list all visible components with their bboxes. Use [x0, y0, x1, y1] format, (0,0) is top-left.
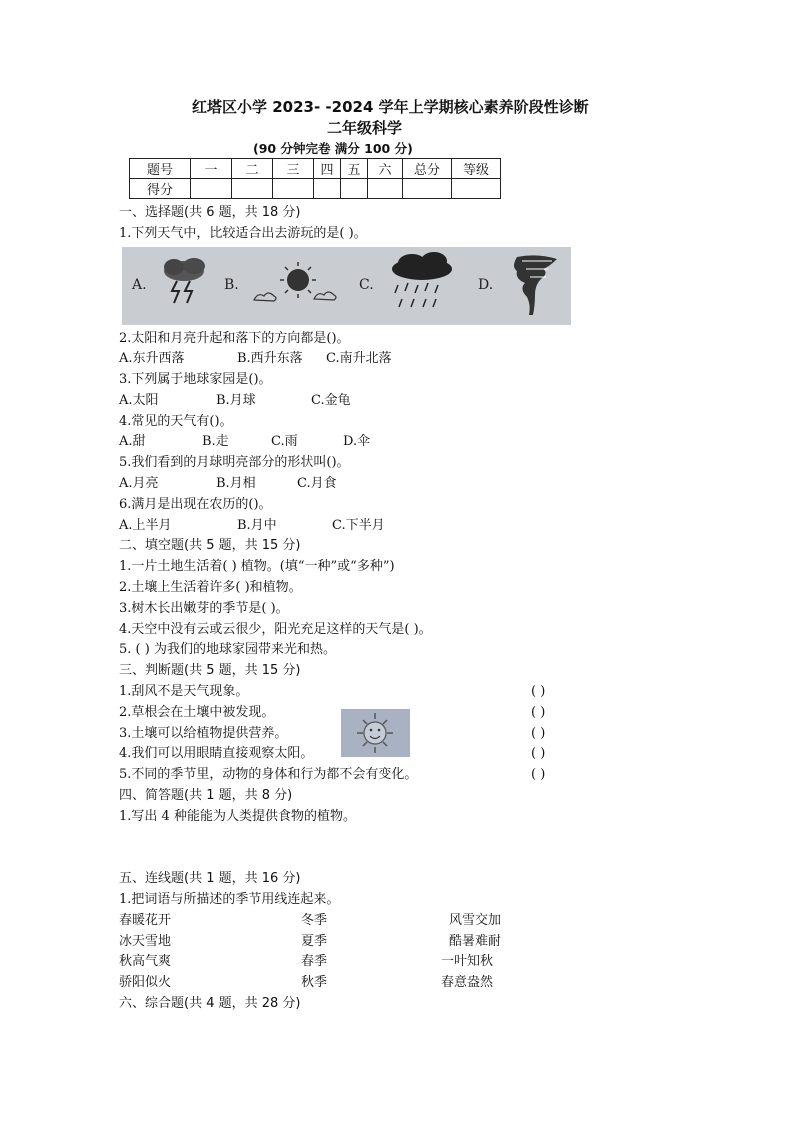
section4-heading: 四、简答题(共 1 题，共 8 分) [119, 788, 293, 803]
s2-question-3: 3.树木长出嫩芽的季节是( )。 [119, 601, 289, 616]
section5-heading: 五、连线题(共 1 题，共 16 分) [119, 871, 301, 886]
table-cell: 六 [368, 159, 403, 179]
s2-question-2: 2.土壤上生活着许多( )和植物。 [119, 580, 302, 595]
s1-q2-option-b: B.西升东落 [237, 351, 303, 366]
table-cell: 题号 [130, 159, 191, 179]
s3-item-2: 2.草根会在土壤中被发现。 [119, 705, 275, 720]
s1-question-3: 3.下列属于地球家园是()。 [119, 372, 272, 387]
score-table [129, 158, 501, 199]
table-cell: 二 [232, 159, 273, 179]
exam-subject: 二年级科学 [327, 119, 403, 137]
s1-q5-option-b: B.月相 [216, 476, 256, 491]
s1-q6-option-b: B.月中 [237, 518, 277, 533]
s5-question-1: 1.把词语与所描述的季节用线连起来。 [119, 892, 340, 907]
match-season-item: 冬季 [301, 913, 328, 928]
s1-q6-option-a: A.上半月 [119, 518, 172, 533]
weather-options-image [122, 247, 571, 325]
match-left-item: 春暖花开 [119, 913, 172, 928]
answer-blank: ( ) [531, 726, 546, 741]
s4-question-1: 1.写出 4 种能能为人类提供食物的植物。 [119, 809, 356, 824]
s1-q2-option-a: A.东升西落 [119, 351, 185, 366]
match-right-item: 春意盎然 [441, 975, 494, 990]
s1-q5-option-c: C.月食 [297, 476, 337, 491]
table-cell [232, 179, 273, 199]
s3-item-3: 3.土壤可以给植物提供营养。 [119, 726, 288, 741]
score-table-score-row [130, 179, 501, 199]
match-right-item: 风雪交加 [449, 913, 502, 928]
table-cell: 三 [273, 159, 314, 179]
s2-question-1: 1.一片土地生活着( ) 植物。(填“一种”或“多种”) [119, 559, 395, 574]
table-cell [368, 179, 403, 199]
s1-q3-option-c: C.金龟 [311, 393, 351, 408]
table-cell [273, 179, 314, 199]
s2-question-4: 4.天空中没有云或云很少，阳光充足这样的天气是( )。 [119, 622, 432, 637]
exam-info: (90 分钟完卷 满分 100 分) [253, 141, 413, 156]
table-cell: 得分 [130, 179, 191, 199]
exam-title: 红塔区小学 2023- -2024 学年上学期核心素养阶段性诊断 [192, 98, 589, 116]
sunny-icon [254, 262, 336, 301]
s3-item-4: 4.我们可以用眼睛直接观察太阳。 [119, 746, 314, 761]
s1-q4-option-c: C.雨 [271, 434, 298, 449]
option-b-label: B. [224, 277, 239, 293]
s1-question-4: 4.常见的天气有()。 [119, 414, 233, 429]
s1-q3-option-b: B.月球 [216, 393, 256, 408]
answer-blank: ( ) [531, 705, 546, 720]
answer-blank: ( ) [531, 684, 546, 699]
answer-blank: ( ) [531, 767, 546, 782]
match-season-item: 春季 [301, 954, 328, 969]
s1-q4-option-a: A.甜 [119, 434, 146, 449]
table-cell: 五 [341, 159, 368, 179]
smiling-sun-icon [341, 709, 410, 757]
s1-question-6: 6.满月是出现在农历的()。 [119, 497, 272, 512]
thunderstorm-icon [164, 258, 205, 303]
s1-q4-option-b: B.走 [202, 434, 229, 449]
table-cell: 等级 [452, 159, 501, 179]
match-season-item: 秋季 [301, 975, 328, 990]
table-cell: 四 [314, 159, 341, 179]
table-cell [314, 179, 341, 199]
table-cell [452, 179, 501, 199]
option-d-label: D. [478, 277, 494, 293]
option-a-label: A. [132, 277, 147, 293]
s1-q3-option-a: A.太阳 [119, 393, 159, 408]
s3-item-5: 5.不同的季节里，动物的身体和行为都不会有变化。 [119, 767, 418, 782]
table-cell [403, 179, 452, 199]
table-cell [191, 179, 232, 199]
tornado-icon [514, 255, 557, 315]
sun-image [341, 709, 410, 757]
score-table-header-row [130, 159, 501, 179]
section3-heading: 三、判断题(共 5 题，共 15 分) [119, 663, 301, 678]
s2-question-5: 5. ( ) 为我们的地球家园带来光和热。 [119, 642, 336, 657]
s1-q6-option-c: C.下半月 [332, 518, 385, 533]
match-left-item: 秋高气爽 [119, 954, 172, 969]
option-c-label: C. [359, 277, 374, 293]
s1-q2-option-c: C.南升北落 [326, 351, 392, 366]
answer-blank: ( ) [531, 746, 546, 761]
s3-item-1: 1.刮风不是天气现象。 [119, 684, 249, 699]
match-right-item: 酷暑难耐 [449, 934, 502, 949]
match-left-item: 冰天雪地 [119, 934, 172, 949]
table-cell: 总分 [403, 159, 452, 179]
section1-heading: 一、选择题(共 6 题，共 18 分) [119, 205, 301, 220]
table-cell: 一 [191, 159, 232, 179]
match-season-item: 夏季 [301, 934, 328, 949]
s1-question-1: 1.下列天气中，比较适合出去游玩的是( )。 [119, 226, 367, 241]
section6-heading: 六、综合题(共 4 题，共 28 分) [119, 996, 301, 1011]
section2-heading: 二、填空题(共 5 题，共 15 分) [119, 538, 301, 553]
rain-icon [392, 252, 452, 307]
match-left-item: 骄阳似火 [119, 975, 172, 990]
s1-question-5: 5.我们看到的月球明亮部分的形状叫()。 [119, 455, 350, 470]
weather-options-illustration [122, 247, 571, 325]
match-right-item: 一叶知秋 [441, 954, 494, 969]
s1-question-2: 2.太阳和月亮升起和落下的方向都是()。 [119, 331, 350, 346]
s1-q5-option-a: A.月亮 [119, 476, 159, 491]
table-cell [341, 179, 368, 199]
s1-q4-option-d: D.伞 [343, 434, 371, 449]
